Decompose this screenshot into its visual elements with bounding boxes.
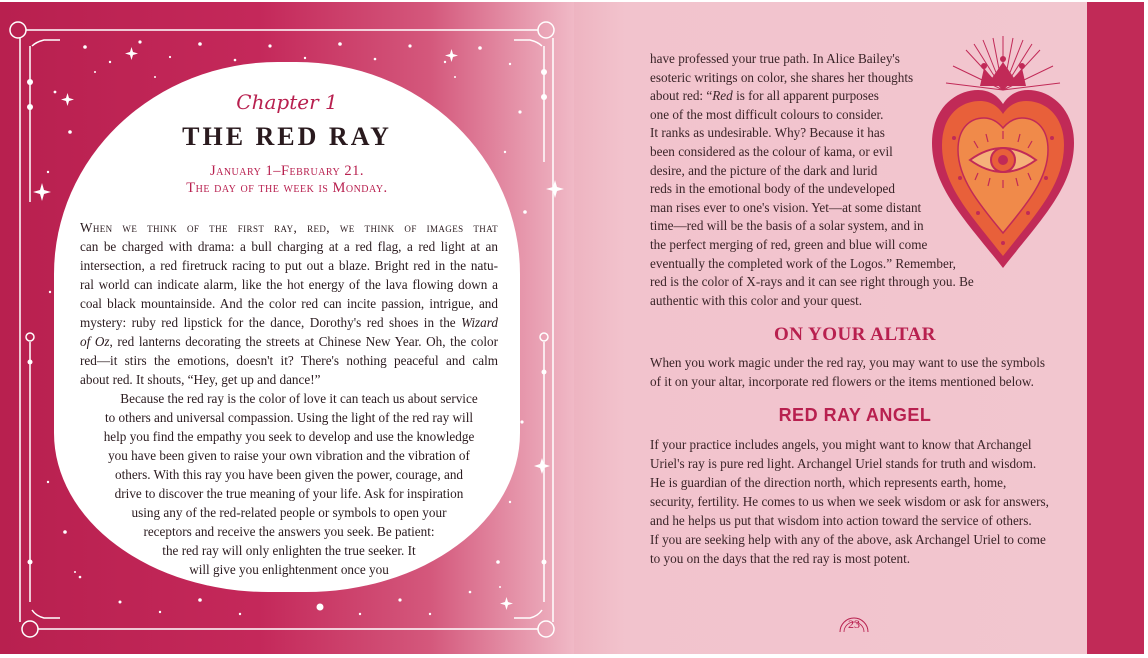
paragraph-line: of it on your altar, incorporate red flowers or the items mentioned below. [650, 373, 1034, 389]
right-body-text [650, 50, 1060, 310]
paragraph-line: one of the most difficult colours to consider. [650, 106, 884, 122]
chapter-title: THE RED RAY [182, 122, 392, 151]
italic-title: Wizard [461, 315, 498, 330]
paragraph-fragment: , red lanterns decorating the streets at Chinese New Year. Oh, the color [109, 334, 498, 349]
paragraph-line: been considered as the colour of kama, or evil [650, 143, 893, 159]
paragraph-line: It ranks as undesirable. Why? Because it has [650, 125, 885, 141]
paragraph-line: help you find the empathy you seek to develop and use the knowledge [103, 429, 475, 444]
paragraph-line: can be charged with drama: a bull charging at a red flag, a red light at an [80, 239, 498, 254]
page-number-text: 23 [848, 617, 860, 631]
angel-text [650, 435, 1060, 568]
paragraph-line: have professed your true path. In Alice Bailey's [650, 51, 900, 66]
paragraph-line: esoteric writings on color, she shares her thoughts [650, 69, 914, 85]
paragraph-line: reds in the emotional body of the undeveloped [650, 181, 896, 197]
paragraph-line: Because the red ray is the color of love it can teach us about service [120, 391, 478, 406]
paragraph-line [650, 87, 1060, 106]
italic-title: of Oz [80, 334, 110, 349]
paragraph-line: When we think of the first ray, red, we think of images that [80, 220, 498, 235]
chapter-dates [0, 163, 574, 197]
paragraph-line: man rises ever to one's vision. Yet—at some distant [650, 199, 922, 215]
dates-line-2: The day of the week is Monday. [186, 180, 388, 196]
paragraph-line: others. With this ray you have been given the power, courage, and [114, 467, 464, 482]
paragraph-line: If you are seeking help with any of the above, ask Archangel Uriel to come [650, 532, 1046, 547]
paragraph-line: receptors and receive the answers you seek. Be patient: [143, 524, 435, 539]
paragraph-fragment: is for all apparent purposes [732, 88, 879, 104]
paragraph-line: red—it stirs the emotions, doesn't it? There's nothing peaceful and calm [80, 353, 498, 368]
paragraph-line: authentic with this color and your quest. [650, 292, 863, 308]
paragraph-line: using any of the red-related people or symbols to open your [131, 505, 447, 520]
paragraph-fragment: about red: “ [650, 88, 713, 104]
italic-word: Red [712, 88, 733, 104]
paragraph-line: to you on the days that the red ray is most potent. [650, 551, 911, 566]
angel-heading: RED RAY ANGEL [778, 405, 932, 425]
paragraph-line: the red ray will only enlighten the true seeker. It [162, 543, 416, 558]
page-number [836, 612, 872, 634]
paragraph-line: ral world can indicate alarm, like the hot energy of the lava flowing down a [80, 277, 498, 292]
paragraph-line: the perfect merging of red, green and blue will come [650, 236, 928, 252]
paragraph-line: When you work magic under the red ray, you may want to use the symbols [650, 355, 1046, 370]
paragraph-line: you have been given to raise your own vibration and the vibration of [108, 448, 470, 463]
paragraph-line: about red. It shouts, “Hey, get up and dance!” [80, 372, 321, 387]
paragraph-line: drive to discover the true meaning of your life. Ask for inspiration [114, 486, 464, 501]
dates-line-1: January 1–February 21. [209, 163, 365, 179]
paragraph-line: If your practice includes angels, you might want to know that Archangel [650, 437, 1032, 452]
paragraph-line: will give you enlightenment once you [189, 562, 389, 577]
paragraph-line: red is the color of X-rays and it can see right through you. Be [650, 274, 974, 290]
paragraph-line [80, 313, 498, 332]
paragraph-line: Uriel's ray is pure red light. Archangel Uriel stands for truth and wisdom. [650, 456, 1037, 471]
paragraph-line [80, 332, 498, 351]
paragraph-fragment: mystery: ruby red lipstick for the dance, Dorothy's red shoes in the [80, 315, 456, 330]
paragraph-line: intersection, a red firetruck racing to put out a blaze. Bright red in the natu- [80, 258, 498, 273]
paragraph-line: He is guardian of the direction north, which represents earth, home, [650, 475, 1007, 490]
paragraph-line: and he helps us put that wisdom into action toward the service of others. [650, 513, 1032, 528]
paragraph-line: time—red will be the basis of a solar system, and in [650, 218, 924, 234]
altar-heading: ON YOUR ALTAR [773, 324, 937, 345]
paragraph-line: desire, and the picture of the dark and lurid [650, 162, 878, 178]
altar-text [650, 354, 1060, 391]
paragraph-line: coal black mountainside. And the color red can incite passion, intrigue, and [80, 296, 498, 311]
paragraph-line: eventually the completed work of the Logos.” Remember, [650, 255, 956, 271]
left-body-text [80, 218, 498, 579]
paragraph-line: security, fertility. He comes to us when we seek wisdom or ask for answers, [650, 494, 1049, 509]
paragraph-line: to others and universal compassion. Using the light of the red ray will [104, 410, 474, 425]
page-edge-band [1087, 2, 1144, 654]
chapter-number: Chapter 1 [236, 90, 338, 114]
